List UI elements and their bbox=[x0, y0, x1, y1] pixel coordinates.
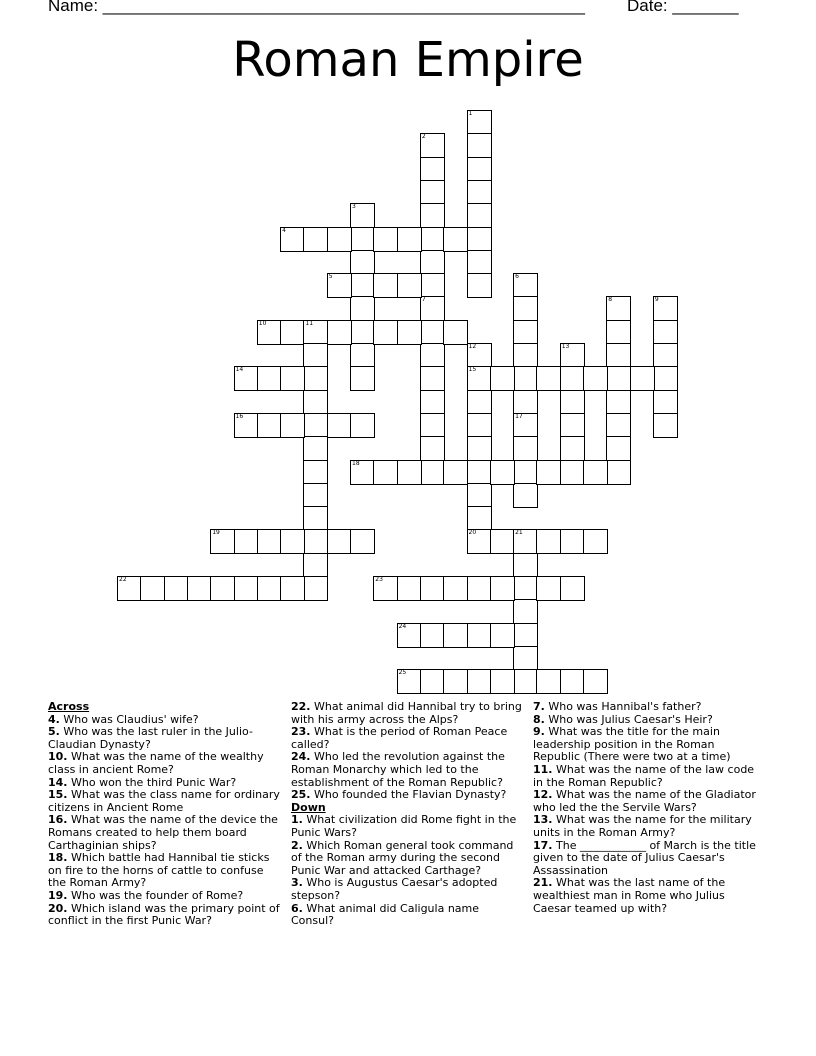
grid-cell[interactable] bbox=[513, 436, 538, 461]
clue-number: 16 bbox=[235, 412, 244, 420]
clue-number-label: 1. bbox=[291, 813, 303, 827]
grid-cell[interactable] bbox=[536, 529, 561, 554]
grid-cell[interactable] bbox=[420, 436, 445, 461]
clue-number: 23 bbox=[375, 576, 383, 583]
grid-cell[interactable] bbox=[606, 366, 631, 391]
grid-cell[interactable] bbox=[536, 669, 561, 694]
grid-cell[interactable] bbox=[420, 227, 445, 252]
across-clue bbox=[48, 726, 280, 751]
down-clue bbox=[291, 877, 523, 902]
grid-cell[interactable] bbox=[560, 669, 585, 694]
down-clue bbox=[533, 877, 765, 915]
grid-cell[interactable] bbox=[257, 320, 282, 345]
down-clue bbox=[533, 840, 765, 878]
clue-number: 2 bbox=[421, 133, 426, 141]
grid-cell[interactable] bbox=[653, 320, 678, 345]
grid-cell[interactable] bbox=[164, 576, 189, 601]
grid-cell[interactable] bbox=[350, 460, 375, 485]
grid-cell[interactable] bbox=[536, 366, 561, 391]
grid-cell[interactable] bbox=[234, 413, 259, 438]
down-clue-list bbox=[291, 814, 523, 927]
clue-text: What was the title for the main leadership position in the Roman Republic (There were two at a time) bbox=[533, 725, 731, 764]
grid-cell[interactable] bbox=[397, 576, 422, 601]
grid-cell[interactable] bbox=[513, 669, 538, 694]
clue-number: 22 bbox=[119, 576, 127, 583]
clue-number: 1 bbox=[468, 110, 473, 117]
grid-cell[interactable] bbox=[443, 460, 468, 485]
grid-cell[interactable] bbox=[420, 623, 445, 648]
grid-cell[interactable] bbox=[443, 576, 468, 601]
grid-cell[interactable] bbox=[467, 227, 492, 252]
grid-cell[interactable] bbox=[443, 227, 468, 252]
grid-cell[interactable] bbox=[303, 460, 328, 485]
clue-number-label: 5. bbox=[48, 725, 60, 739]
clue-number: 4 bbox=[282, 226, 286, 234]
down-clue-list-continued bbox=[533, 701, 765, 915]
grid-cell[interactable] bbox=[397, 623, 422, 648]
grid-cell[interactable] bbox=[467, 506, 492, 531]
grid-cell[interactable] bbox=[490, 669, 515, 694]
grid-cell[interactable] bbox=[303, 506, 328, 531]
grid-cell[interactable] bbox=[467, 157, 492, 182]
grid-cell[interactable] bbox=[257, 529, 282, 554]
clue-number: 11 bbox=[305, 319, 314, 327]
down-heading: Down bbox=[291, 800, 326, 814]
grid-cell[interactable] bbox=[420, 273, 445, 298]
across-clue bbox=[48, 852, 280, 890]
clue-text: What was the name of the device the Romans created to help them board Carthaginian ships? bbox=[48, 813, 278, 852]
grid-cell[interactable] bbox=[513, 296, 538, 321]
grid-cell[interactable] bbox=[513, 343, 538, 368]
grid-cell[interactable] bbox=[303, 413, 328, 438]
grid-cell[interactable] bbox=[327, 529, 352, 554]
grid-cell[interactable] bbox=[303, 436, 328, 461]
grid-cell[interactable] bbox=[397, 669, 422, 694]
down-clue bbox=[533, 764, 765, 789]
grid-cell[interactable] bbox=[373, 460, 398, 485]
grid-cell[interactable] bbox=[583, 366, 608, 391]
grid-cell[interactable] bbox=[210, 576, 235, 601]
clue-text: Who is Augustus Caesar's adopted stepson? bbox=[291, 876, 498, 902]
clue-text: Which battle had Hannibal tie sticks on fire to the horns of cattle to confuse the Roman Army? bbox=[48, 851, 270, 890]
grid-cell[interactable] bbox=[373, 320, 398, 345]
clue-number: 8 bbox=[608, 296, 613, 304]
grid-cell[interactable] bbox=[280, 366, 305, 391]
grid-cell[interactable] bbox=[303, 320, 328, 345]
grid-cell[interactable] bbox=[513, 460, 538, 485]
grid-cell[interactable] bbox=[467, 343, 492, 368]
grid-cell[interactable] bbox=[513, 576, 538, 601]
clue-text: Which Roman general took command of the Roman army during the second Punic War and attacked Carthage? bbox=[291, 838, 514, 877]
clue-number-label: 16. bbox=[48, 813, 68, 827]
clue-number-label: 6. bbox=[291, 901, 303, 915]
grid-cell[interactable] bbox=[234, 529, 259, 554]
grid-cell[interactable] bbox=[467, 413, 492, 438]
clue-text: What was the name of the wealthy class in ancient Rome? bbox=[48, 750, 264, 776]
page-title: Roman Empire bbox=[232, 32, 584, 88]
grid-cell[interactable] bbox=[327, 413, 352, 438]
grid-cell[interactable] bbox=[350, 343, 375, 368]
down-clue bbox=[533, 814, 765, 839]
clue-text: Who was Julius Caesar's Heir? bbox=[544, 712, 713, 726]
grid-cell[interactable] bbox=[490, 366, 515, 391]
grid-cell[interactable] bbox=[560, 390, 585, 415]
grid-cell[interactable] bbox=[420, 343, 445, 368]
clue-number: 15 bbox=[468, 366, 477, 374]
grid-cell[interactable] bbox=[490, 460, 515, 485]
grid-cell[interactable] bbox=[350, 296, 375, 321]
grid-cell[interactable] bbox=[420, 413, 445, 438]
clue-number-label: 13. bbox=[533, 813, 553, 827]
grid-cell[interactable] bbox=[420, 320, 445, 345]
clue-number: 12 bbox=[468, 343, 477, 350]
grid-cell[interactable] bbox=[210, 529, 235, 554]
grid-cell[interactable] bbox=[653, 413, 678, 438]
grid-cell[interactable] bbox=[560, 576, 585, 601]
clue-number-label: 22. bbox=[291, 700, 311, 713]
across-clue bbox=[291, 701, 523, 726]
clue-text: What was the last name of the wealthiest man in Rome who Julius Caesar teamed up with? bbox=[533, 876, 726, 915]
clue-text: Who founded the Flavian Dynasty? bbox=[310, 788, 507, 802]
grid-cell[interactable] bbox=[350, 320, 375, 345]
across-clue bbox=[48, 903, 280, 928]
grid-cell[interactable] bbox=[420, 250, 445, 275]
grid-cell[interactable] bbox=[397, 227, 422, 252]
grid-cell[interactable] bbox=[257, 576, 282, 601]
clue-number: 19 bbox=[212, 529, 220, 537]
grid-cell[interactable] bbox=[187, 576, 212, 601]
clue-number: 6 bbox=[515, 273, 519, 281]
clue-number-label: 18. bbox=[48, 851, 68, 865]
clue-number-label: 7. bbox=[533, 700, 545, 713]
clue-text: Who was Claudius' wife? bbox=[59, 712, 199, 726]
grid-cell[interactable] bbox=[327, 227, 352, 252]
grid-cell[interactable] bbox=[420, 366, 445, 391]
grid-cell[interactable] bbox=[420, 576, 445, 601]
clue-number: 3 bbox=[352, 203, 356, 211]
clue-number: 17 bbox=[515, 412, 523, 420]
grid-cell[interactable] bbox=[327, 273, 352, 298]
grid-cell[interactable] bbox=[303, 553, 328, 578]
across-clue bbox=[291, 751, 523, 789]
grid-cell[interactable] bbox=[536, 460, 561, 485]
clue-number-label: 14. bbox=[48, 775, 68, 789]
grid-cell[interactable] bbox=[420, 180, 445, 205]
grid-cell[interactable] bbox=[536, 576, 561, 601]
grid-cell[interactable] bbox=[234, 366, 259, 391]
down-clue bbox=[533, 789, 765, 814]
clue-number-label: 24. bbox=[291, 750, 311, 764]
grid-cell[interactable] bbox=[420, 390, 445, 415]
grid-cell[interactable] bbox=[513, 646, 538, 671]
grid-cell[interactable] bbox=[606, 320, 631, 345]
grid-cell[interactable] bbox=[257, 366, 282, 391]
clue-number-label: 8. bbox=[533, 712, 545, 726]
grid-cell[interactable] bbox=[513, 623, 538, 648]
clue-number-label: 12. bbox=[533, 788, 553, 802]
grid-cell[interactable] bbox=[467, 623, 492, 648]
grid-cell[interactable] bbox=[303, 390, 328, 415]
grid-cell[interactable] bbox=[420, 133, 445, 158]
clue-number: 14 bbox=[235, 366, 244, 374]
grid-cell[interactable] bbox=[327, 320, 352, 345]
grid-cell[interactable] bbox=[420, 203, 445, 228]
grid-cell[interactable] bbox=[467, 529, 492, 554]
clue-number-label: 2. bbox=[291, 838, 303, 852]
grid-cell[interactable] bbox=[350, 227, 375, 252]
grid-cell[interactable] bbox=[467, 133, 492, 158]
grid-cell[interactable] bbox=[606, 413, 631, 438]
grid-cell[interactable] bbox=[443, 623, 468, 648]
grid-cell[interactable] bbox=[397, 273, 422, 298]
grid-cell[interactable] bbox=[373, 576, 398, 601]
clue-text: What is the period of Roman Peace called? bbox=[291, 725, 508, 751]
grid-cell[interactable] bbox=[583, 669, 608, 694]
grid-cell[interactable] bbox=[350, 529, 375, 554]
grid-cell[interactable] bbox=[280, 529, 305, 554]
grid-cell[interactable] bbox=[513, 483, 538, 508]
grid-cell[interactable] bbox=[467, 390, 492, 415]
grid-cell[interactable] bbox=[420, 460, 445, 485]
grid-cell[interactable] bbox=[467, 366, 492, 391]
clue-text: What was the class name for ordinary citizens in Ancient Rome bbox=[48, 788, 280, 814]
clue-number-label: 20. bbox=[48, 901, 68, 915]
grid-cell[interactable] bbox=[513, 366, 538, 391]
grid-cell[interactable] bbox=[350, 413, 375, 438]
clue-number: 5 bbox=[328, 273, 333, 281]
clue-number-label: 4. bbox=[48, 712, 60, 726]
grid-cell[interactable] bbox=[420, 296, 445, 321]
grid-cell[interactable] bbox=[397, 460, 422, 485]
grid-cell[interactable] bbox=[560, 529, 585, 554]
grid-cell[interactable] bbox=[560, 366, 585, 391]
grid-cell[interactable] bbox=[467, 110, 492, 135]
grid-cell[interactable] bbox=[303, 227, 328, 252]
grid-cell[interactable] bbox=[350, 273, 375, 298]
across-clue bbox=[291, 726, 523, 751]
grid-cell[interactable] bbox=[467, 273, 492, 298]
grid-cell[interactable] bbox=[467, 483, 492, 508]
grid-cell[interactable] bbox=[467, 180, 492, 205]
across-clue bbox=[48, 751, 280, 776]
grid-cell[interactable] bbox=[140, 576, 165, 601]
grid-cell[interactable] bbox=[467, 669, 492, 694]
grid-cell[interactable] bbox=[560, 436, 585, 461]
grid-cell[interactable] bbox=[443, 320, 468, 345]
grid-cell[interactable] bbox=[373, 273, 398, 298]
clue-text: Who was the last ruler in the Julio-Claudian Dynasty? bbox=[48, 725, 253, 751]
grid-cell[interactable] bbox=[280, 413, 305, 438]
grid-cell[interactable] bbox=[513, 413, 538, 438]
grid-cell[interactable] bbox=[303, 576, 328, 601]
grid-cell[interactable] bbox=[350, 203, 375, 228]
clue-number-label: 19. bbox=[48, 888, 68, 902]
clue-text: What civilization did Rome fight in the Punic Wars? bbox=[291, 813, 517, 839]
clue-number-label: 11. bbox=[533, 762, 553, 776]
grid-cell[interactable] bbox=[303, 343, 328, 368]
clue-number-label: 3. bbox=[291, 876, 303, 890]
clue-number: 18 bbox=[352, 459, 360, 467]
clue-text: Who was Hannibal's father? bbox=[544, 700, 702, 713]
clue-number: 13 bbox=[561, 343, 570, 350]
grid-cell[interactable] bbox=[490, 576, 515, 601]
name-field-label: Name: ___________________________________________________ bbox=[48, 0, 585, 15]
grid-cell[interactable] bbox=[373, 227, 398, 252]
grid-cell[interactable] bbox=[467, 203, 492, 228]
grid-cell[interactable] bbox=[420, 157, 445, 182]
down-clue bbox=[533, 726, 765, 764]
grid-cell[interactable] bbox=[303, 529, 328, 554]
clue-number-label: 25. bbox=[291, 788, 311, 802]
grid-cell[interactable] bbox=[653, 366, 678, 391]
clue-column-3 bbox=[533, 701, 765, 915]
grid-cell[interactable] bbox=[606, 460, 631, 485]
clue-number: 24 bbox=[398, 622, 407, 630]
grid-cell[interactable] bbox=[467, 576, 492, 601]
grid-cell[interactable] bbox=[257, 413, 282, 438]
clue-number: 20 bbox=[468, 529, 477, 537]
grid-cell[interactable] bbox=[560, 413, 585, 438]
clue-number: 7 bbox=[421, 296, 426, 304]
grid-cell[interactable] bbox=[513, 320, 538, 345]
clue-text: What animal did Hannibal try to bring with his army across the Alps? bbox=[291, 700, 522, 726]
clue-text: Which island was the primary point of conflict in the first Punic War? bbox=[48, 901, 280, 928]
clue-text: The ____________ of March is the title given to the date of Julius Caesar's Assassination bbox=[533, 838, 756, 877]
down-clue bbox=[291, 903, 523, 928]
clue-text: Who led the revolution against the Roman Monarchy which led to the establishment of the Roman Republic? bbox=[291, 750, 505, 789]
grid-cell[interactable] bbox=[513, 553, 538, 578]
grid-cell[interactable] bbox=[560, 460, 585, 485]
grid-cell[interactable] bbox=[303, 366, 328, 391]
clue-number-label: 10. bbox=[48, 750, 68, 764]
grid-cell[interactable] bbox=[280, 576, 305, 601]
clue-text: Who was the founder of Rome? bbox=[67, 888, 244, 902]
across-clue-list bbox=[48, 714, 280, 928]
clue-number-label: 15. bbox=[48, 788, 68, 802]
grid-cell[interactable] bbox=[117, 576, 142, 601]
grid-cell[interactable] bbox=[606, 436, 631, 461]
grid-cell[interactable] bbox=[513, 529, 538, 554]
grid-cell[interactable] bbox=[350, 250, 375, 275]
grid-cell[interactable] bbox=[606, 390, 631, 415]
grid-cell[interactable] bbox=[513, 273, 538, 298]
grid-cell[interactable] bbox=[513, 599, 538, 624]
grid-cell[interactable] bbox=[420, 669, 445, 694]
across-clue-list-continued bbox=[291, 701, 523, 802]
across-clue bbox=[291, 789, 523, 802]
clue-number: 10 bbox=[258, 319, 267, 327]
grid-cell[interactable] bbox=[467, 460, 492, 485]
clue-number-label: 23. bbox=[291, 725, 311, 739]
across-clue bbox=[48, 814, 280, 852]
clue-text: Who won the third Punic War? bbox=[67, 775, 237, 789]
grid-cell[interactable] bbox=[513, 390, 538, 415]
clue-text: What was the name of the Gladiator who led the the Servile Wars? bbox=[533, 788, 756, 814]
clue-number: 25 bbox=[398, 669, 407, 677]
grid-cell[interactable] bbox=[606, 343, 631, 368]
clue-text: What was the name of the law code in the Roman Republic? bbox=[533, 762, 755, 789]
across-clue bbox=[48, 789, 280, 814]
grid-cell[interactable] bbox=[583, 529, 608, 554]
grid-cell[interactable] bbox=[490, 529, 515, 554]
down-clue bbox=[291, 814, 523, 839]
grid-cell[interactable] bbox=[467, 250, 492, 275]
clue-number-label: 21. bbox=[533, 876, 553, 890]
grid-cell[interactable] bbox=[560, 343, 585, 368]
clue-text: What animal did Caligula name Consul? bbox=[291, 901, 480, 928]
grid-cell[interactable] bbox=[583, 460, 608, 485]
grid-cell[interactable] bbox=[443, 669, 468, 694]
clue-column-2 bbox=[291, 701, 523, 928]
grid-cell[interactable] bbox=[350, 366, 375, 391]
grid-cell[interactable] bbox=[653, 390, 678, 415]
grid-cell[interactable] bbox=[606, 296, 631, 321]
clue-column-1 bbox=[48, 701, 280, 928]
across-heading: Across bbox=[48, 700, 90, 713]
clue-text: What was the name for the military units in the Roman Army? bbox=[533, 813, 752, 839]
clue-number: 21 bbox=[515, 529, 523, 537]
grid-cell[interactable] bbox=[397, 320, 422, 345]
clue-number-label: 9. bbox=[533, 725, 545, 739]
down-clue bbox=[291, 840, 523, 878]
date-field-label: Date: _______ bbox=[627, 0, 739, 15]
clue-number-label: 17. bbox=[533, 838, 553, 852]
grid-cell[interactable] bbox=[303, 483, 328, 508]
grid-cell[interactable] bbox=[467, 436, 492, 461]
grid-cell[interactable] bbox=[490, 623, 515, 648]
grid-cell[interactable] bbox=[653, 296, 678, 321]
clue-number: 9 bbox=[654, 296, 659, 304]
grid-cell[interactable] bbox=[280, 227, 305, 252]
grid-cell[interactable] bbox=[280, 320, 305, 345]
grid-cell[interactable] bbox=[653, 343, 678, 368]
grid-cell[interactable] bbox=[630, 366, 655, 391]
grid-cell[interactable] bbox=[234, 576, 259, 601]
